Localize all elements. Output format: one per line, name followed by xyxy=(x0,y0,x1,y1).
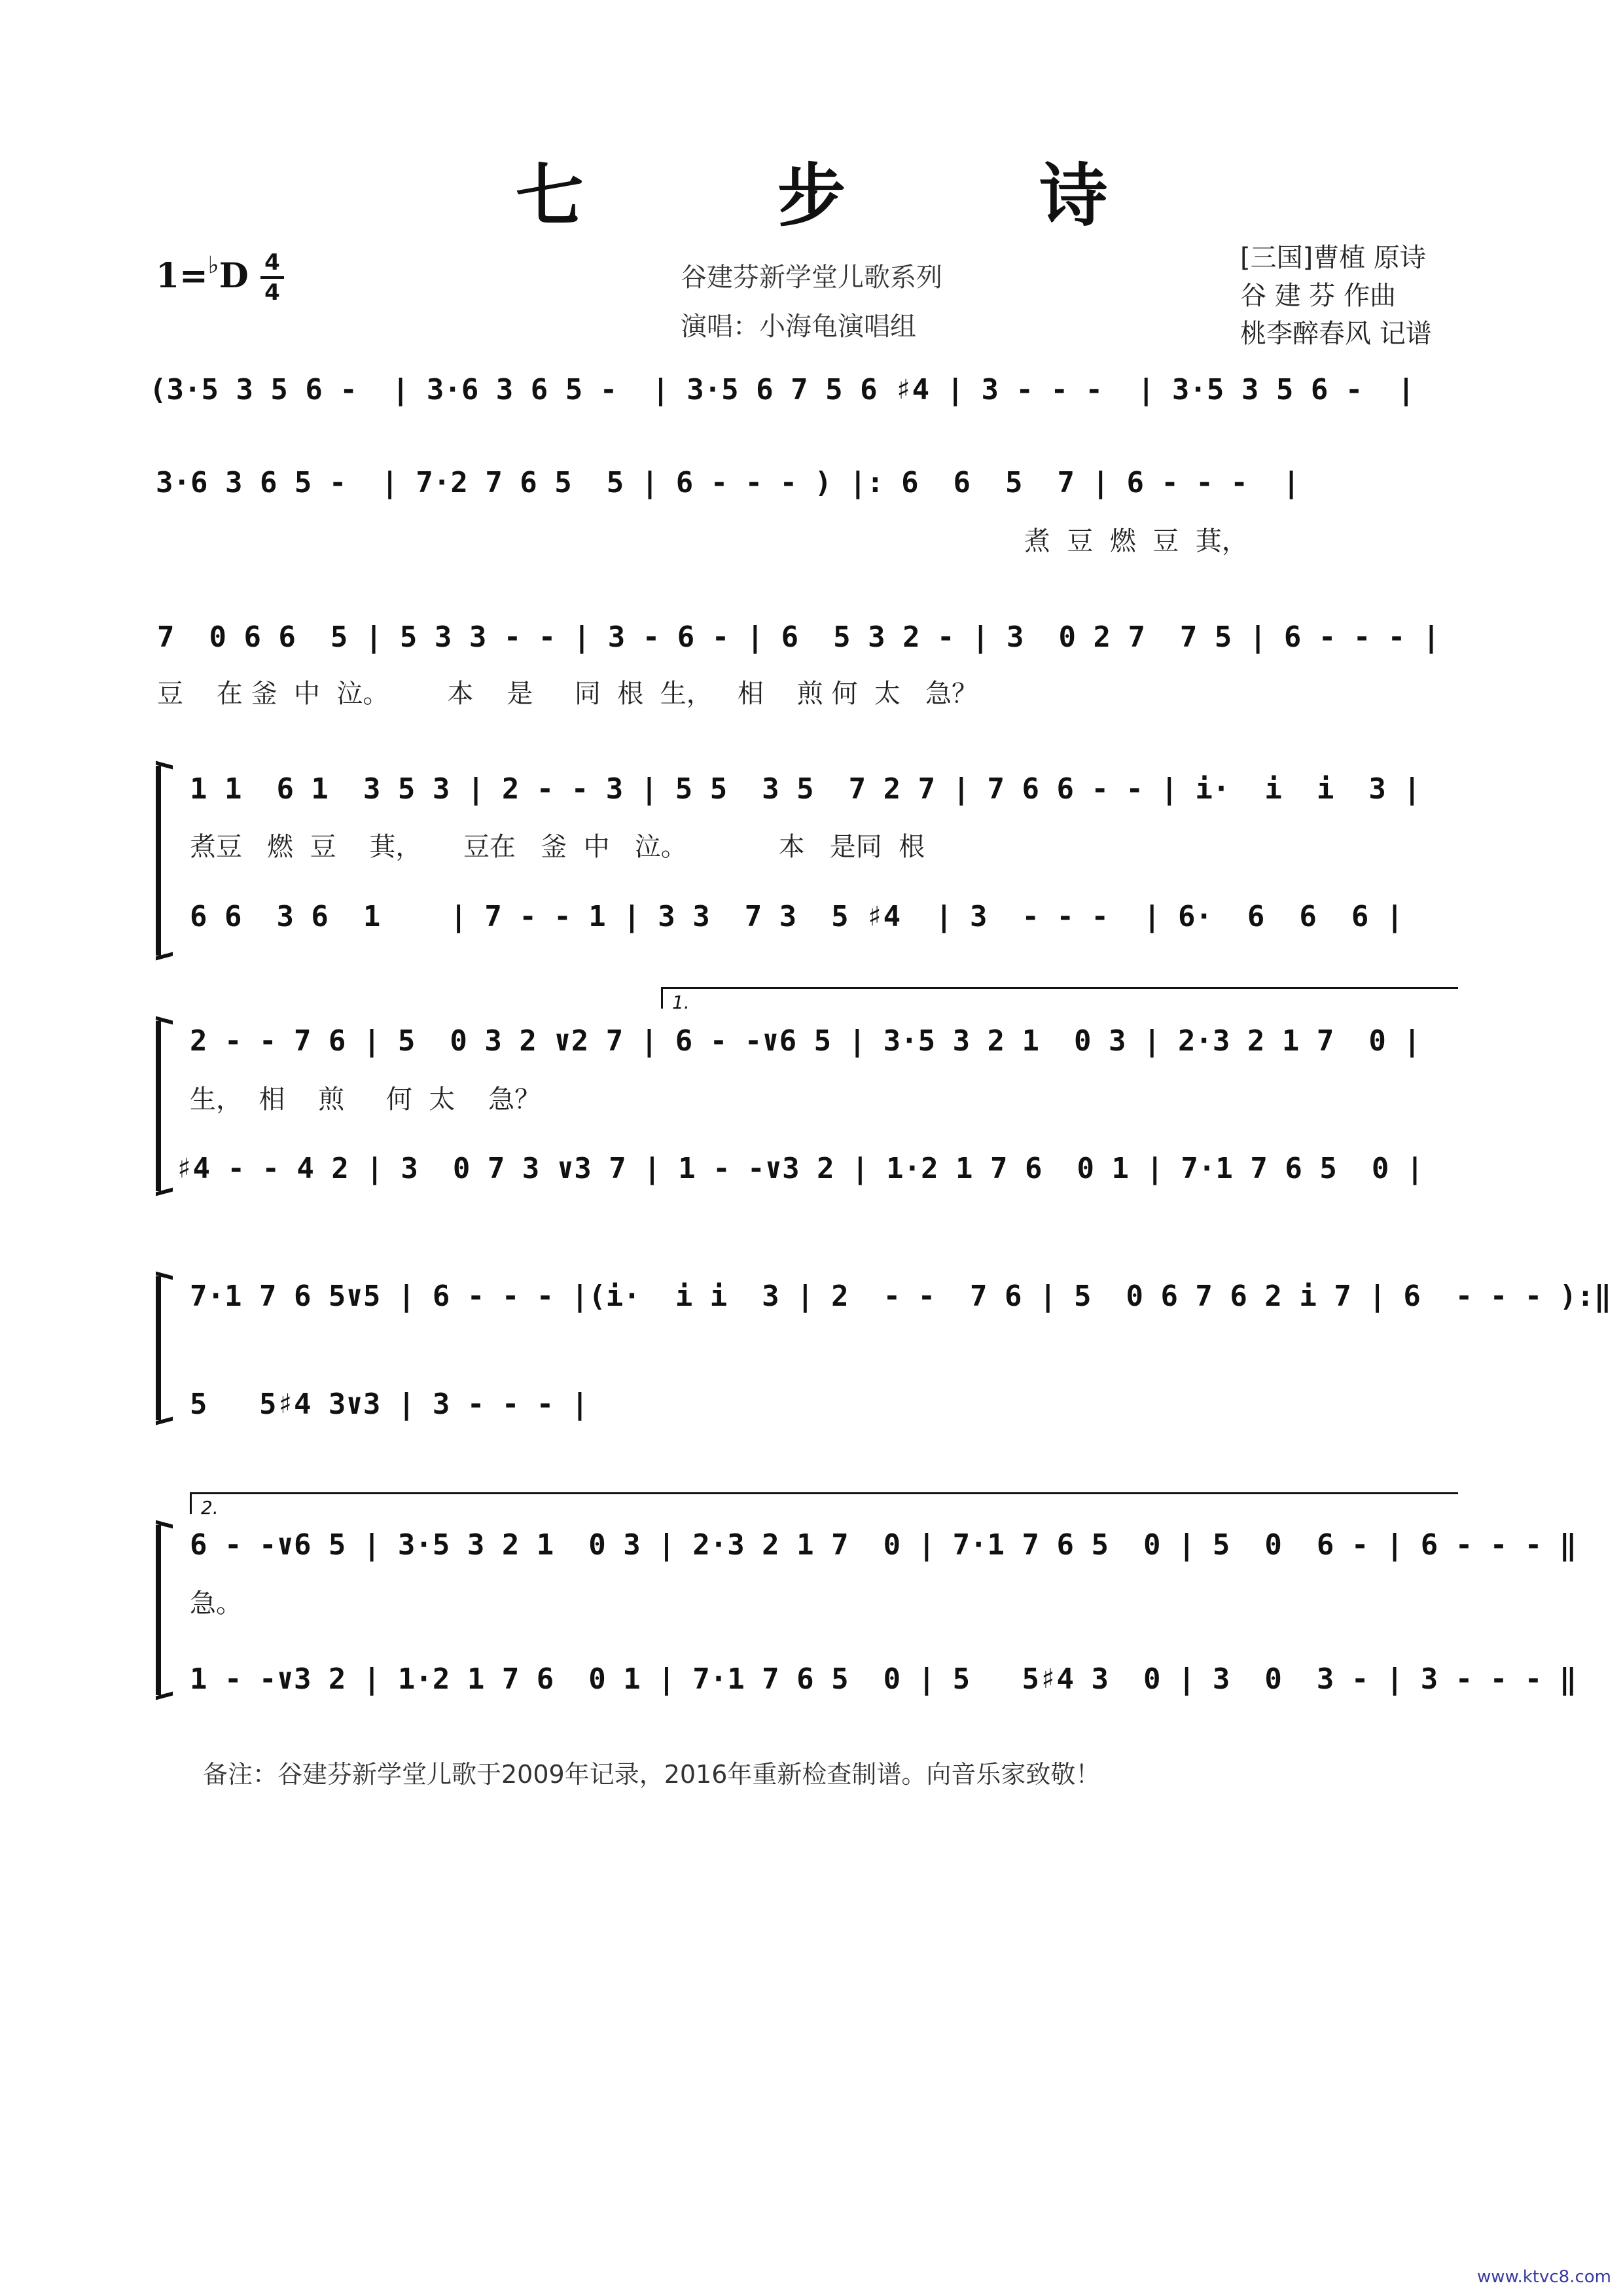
site-watermark: www.ktvc8.com xyxy=(1477,2267,1611,2287)
lyric-row-3: 豆 在 釜 中 泣。 本 是 同 根 生， 相 煎 何 太 急？ xyxy=(157,679,978,709)
system-bracket-7 xyxy=(156,1525,168,1695)
volta-1-label: 1. xyxy=(672,992,690,1013)
score-row-5-upper: 2 - - 7 6 | 5 0 3 2 ∨2 7 | 6 - -∨6 5 | 3·5 3 2 1 0 3 | 2·3 2 1 7 0 | xyxy=(190,1024,1421,1058)
score-row-3: 7 0 6 6 5 | 5 3 3 - - | 3 - 6 - | 6 5 3 2 - | 3 0 2 7 7 5 | 6 - - - | xyxy=(157,620,1440,654)
system-bracket-6 xyxy=(156,1276,168,1420)
score-row-4-lower: 6 6 3 6 1 | 7 - - 1 | 3 3 7 3 5 ♯4 | 3 - - - | 6· 6 6 6 | xyxy=(190,900,1404,933)
score-row-2: 3·6 3 6 5 - | 7·2 7 6 5 5 | 6 - - - ) |: 6 6 5 7 | 6 - - - | xyxy=(156,466,1300,499)
series-name: 谷建芬新学堂儿歌系列 xyxy=(681,262,942,293)
volta-1 xyxy=(661,987,1458,1013)
composer-credit: 谷 建 芬 作曲 xyxy=(1240,281,1397,311)
lyric-row-5: 生， 相 煎 何 太 急？ xyxy=(190,1085,541,1115)
key-note: D xyxy=(219,256,249,296)
score-row-4-upper: 1 1 6 1 3 5 3 | 2 - - 3 | 5 5 3 5 7 2 7 | 7 6 6 - - | i· i i 3 | xyxy=(190,772,1421,806)
poet-credit: [三国]曹植 原诗 xyxy=(1240,243,1426,273)
score-row-1: (3·5 3 5 6 - | 3·6 3 6 5 - | 3·5 6 7 5 6 ♯4 | 3 - - - | 3·5 3 5 6 - | xyxy=(149,373,1415,406)
lyric-row-4: 煮豆 燃 豆 萁， 豆在 釜 中 泣。 本 是同 根 xyxy=(190,832,925,862)
flat-sign: ♭ xyxy=(207,252,219,279)
lyric-row-2: 煮 豆 燃 豆 萁， xyxy=(1024,526,1248,556)
score-row-6-upper: 7·1 7 6 5∨5 | 6 - - - |(i· i i 3 | 2 - - 7 6 | 5 0 6 7 6 2 i 7 | 6 - - - ):‖ xyxy=(190,1280,1612,1313)
transcriber-credit: 桃李醉春风 记谱 xyxy=(1240,319,1432,349)
singer-credit: 演唱：小海龟演唱组 xyxy=(681,312,916,342)
system-bracket-4 xyxy=(156,766,168,956)
lyric-row-7: 急。 xyxy=(190,1588,242,1619)
song-title: 七 步 诗 xyxy=(515,155,1193,236)
score-row-7-lower: 1 - -∨3 2 | 1·2 1 7 6 0 1 | 7·1 7 6 5 0 | 5 5♯4 3 0 | 3 0 3 - | 3 - - - ‖ xyxy=(190,1662,1577,1696)
footer-note: 备注：谷建芬新学堂儿歌于2009年记录，2016年重新检查制谱。向音乐家致敬！ xyxy=(203,1760,1101,1789)
score-row-6-lower: 5 5♯4 3∨3 | 3 - - - | xyxy=(190,1388,589,1421)
score-row-5-lower: ♯4 - - 4 2 | 3 0 7 3 ∨3 7 | 1 - -∨3 2 | 1·2 1 7 6 0 1 | 7·1 7 6 5 0 | xyxy=(175,1152,1424,1185)
time-top: 4 xyxy=(264,249,280,276)
system-bracket-5 xyxy=(156,1021,168,1191)
volta-2-label: 2. xyxy=(201,1497,219,1518)
time-bottom: 4 xyxy=(264,279,280,306)
volta-2 xyxy=(190,1492,1458,1518)
score-row-7-upper: 6 - -∨6 5 | 3·5 3 2 1 0 3 | 2·3 2 1 7 0 | 7·1 7 6 5 0 | 5 0 6 - | 6 - - - ‖ xyxy=(190,1528,1577,1562)
key-label: 1= xyxy=(156,256,208,296)
